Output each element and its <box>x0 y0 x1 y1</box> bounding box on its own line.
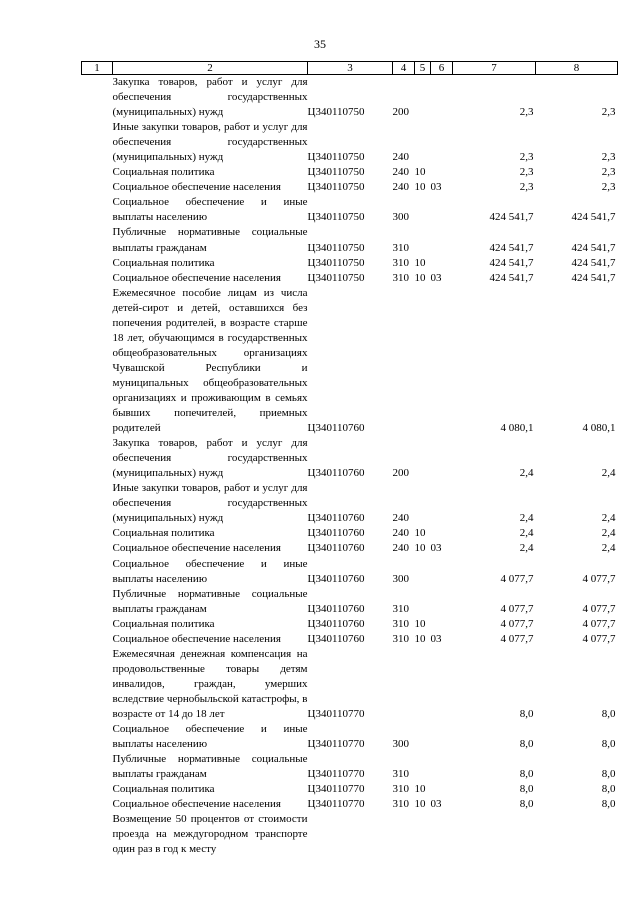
cell-amount-2: 8,0 <box>601 768 616 781</box>
budget-table <box>81 61 618 857</box>
cell-section: 10 <box>414 617 426 630</box>
table-row <box>82 256 618 271</box>
cell-blank <box>82 120 113 165</box>
cell-target-code: Ц340110760 <box>307 422 365 435</box>
table-row <box>82 632 618 647</box>
column-header: 6 <box>431 62 453 75</box>
table-row <box>82 722 618 752</box>
cell-blank <box>82 782 113 797</box>
cell-subsection: 03 <box>430 798 442 811</box>
column-header: 3 <box>308 62 393 75</box>
cell-subsection <box>431 75 453 121</box>
cell-blank <box>82 165 113 180</box>
cell-amount-1: 8,0 <box>519 798 534 811</box>
cell-blank <box>82 286 113 436</box>
cell-expense-type: 200 <box>392 106 409 119</box>
cell-item-name: Социальная политика <box>112 783 215 796</box>
cell-subsection <box>431 617 453 632</box>
header-row <box>82 62 618 75</box>
cell-subsection <box>431 436 453 481</box>
table-row <box>82 75 618 121</box>
cell-blank <box>82 587 113 617</box>
cell-blank <box>82 752 113 782</box>
cell-item-name: Социальное обеспечение и иные выплаты населению <box>112 723 308 751</box>
cell-subsection <box>431 165 453 180</box>
cell-target-code: Ц340110750 <box>307 166 365 179</box>
table-row <box>82 812 618 857</box>
cell-item-name: Возмещение 50 процентов от стоимости проезда на междугородном транспорте один раз в год к месту <box>112 813 308 856</box>
cell-section <box>415 286 431 436</box>
cell-target-code: Ц340110750 <box>307 211 365 224</box>
cell-subsection <box>431 812 453 857</box>
cell-target-code: Ц340110750 <box>307 271 365 284</box>
cell-item-name: Социальное обеспечение населения <box>112 271 281 284</box>
cell-amount-2: 8,0 <box>601 798 616 811</box>
column-header: 8 <box>536 62 618 75</box>
cell-amount-1: 2,4 <box>519 542 534 555</box>
cell-section <box>415 195 431 225</box>
table-row <box>82 120 618 165</box>
table-row <box>82 165 618 180</box>
cell-subsection <box>431 286 453 436</box>
cell-blank <box>82 722 113 752</box>
cell-expense-type: 240 <box>392 166 409 179</box>
cell-amount-2: 2,3 <box>601 106 616 119</box>
cell-item-name: Социальная политика <box>112 617 215 630</box>
cell-expense-type: 300 <box>392 738 409 751</box>
page-number: 35 <box>314 37 326 51</box>
cell-amount-2: 4 080,1 <box>582 422 616 435</box>
cell-item-name: Ежемесячное пособие лицам из числа детей-сирот и детей, оставшихся без попечения родителей, в возрасте старше 18 лет, обучающимся в государственных общеобразовательных организациях Чувашской Республики и муниципальных общеобразовательных организациях и проживающим в семьях бывших попечителей, приемных родителей <box>112 286 308 435</box>
cell-blank <box>82 557 113 587</box>
cell-amount-1: 424 541,7 <box>489 271 534 284</box>
cell-section: 10 <box>414 542 426 555</box>
cell-expense-type: 310 <box>392 602 409 615</box>
table-body <box>82 75 618 858</box>
cell-expense-type: 310 <box>392 241 409 254</box>
cell-amount-1: 2,4 <box>519 467 534 480</box>
cell-subsection <box>431 752 453 782</box>
cell-amount-2: 4 077,7 <box>582 632 616 645</box>
cell-item-name: Социальное обеспечение населения <box>112 181 281 194</box>
cell-blank <box>82 617 113 632</box>
cell-amount-1: 4 080,1 <box>500 422 534 435</box>
cell-target-code: Ц340110770 <box>307 707 365 720</box>
cell-blank <box>82 797 113 812</box>
cell-amount-2: 4 077,7 <box>582 617 616 630</box>
cell-subsection <box>431 526 453 541</box>
cell-blank <box>82 75 113 121</box>
cell-amount-2: 4 077,7 <box>582 602 616 615</box>
cell-expense-type: 240 <box>392 512 409 525</box>
cell-target-code: Ц340110770 <box>307 798 365 811</box>
cell-target-code: Ц340110760 <box>307 602 365 615</box>
table-row <box>82 436 618 481</box>
cell-target-code: Ц340110760 <box>307 632 365 645</box>
cell-target-code: Ц340110760 <box>307 527 365 540</box>
cell-amount-1: 2,4 <box>519 527 534 540</box>
cell-target-code: Ц340110750 <box>307 181 365 194</box>
table-row <box>82 225 618 255</box>
cell-subsection <box>431 120 453 165</box>
cell-blank <box>82 436 113 481</box>
cell-amount-2: 2,4 <box>601 542 616 555</box>
cell-amount-2: 424 541,7 <box>571 271 616 284</box>
cell-amount-2: 2,4 <box>601 527 616 540</box>
cell-blank <box>82 256 113 271</box>
cell-target-code <box>308 812 393 857</box>
cell-expense-type: 240 <box>392 527 409 540</box>
cell-expense-type <box>393 286 415 436</box>
cell-expense-type: 240 <box>392 151 409 164</box>
cell-expense-type: 310 <box>392 256 409 269</box>
cell-amount-1: 2,3 <box>519 166 534 179</box>
cell-section <box>415 812 431 857</box>
cell-amount-1: 4 077,7 <box>500 617 534 630</box>
cell-target-code: Ц340110750 <box>307 151 365 164</box>
table-header <box>82 62 618 75</box>
column-header: 5 <box>415 62 431 75</box>
cell-target-code: Ц340110760 <box>307 572 365 585</box>
cell-amount-2: 424 541,7 <box>571 241 616 254</box>
cell-amount-1: 2,3 <box>519 181 534 194</box>
cell-expense-type: 240 <box>392 181 409 194</box>
cell-expense-type <box>393 647 415 722</box>
cell-target-code: Ц340110750 <box>307 241 365 254</box>
table-row <box>82 180 618 195</box>
cell-section <box>415 587 431 617</box>
cell-blank <box>82 481 113 526</box>
table-row <box>82 752 618 782</box>
cell-amount-1: 424 541,7 <box>489 256 534 269</box>
cell-target-code: Ц340110750 <box>307 256 365 269</box>
cell-amount-2: 8,0 <box>601 783 616 796</box>
cell-expense-type: 200 <box>392 467 409 480</box>
cell-item-name: Закупка товаров, работ и услуг для обеспечения государственных (муниципальных) нужд <box>112 437 308 480</box>
table-row <box>82 195 618 225</box>
cell-amount-1: 8,0 <box>519 738 534 751</box>
cell-item-name: Публичные нормативные социальные выплаты гражданам <box>112 226 308 254</box>
cell-item-name: Иные закупки товаров, работ и услуг для обеспечения государственных (муниципальных) нужд <box>112 121 308 164</box>
cell-amount-1: 2,4 <box>519 512 534 525</box>
cell-section <box>415 481 431 526</box>
cell-amount-1: 2,3 <box>519 106 534 119</box>
cell-subsection: 03 <box>430 632 442 645</box>
cell-item-name: Социальное обеспечение населения <box>112 798 281 811</box>
cell-amount-2: 2,3 <box>601 151 616 164</box>
cell-target-code: Ц340110760 <box>307 617 365 630</box>
cell-subsection: 03 <box>430 271 442 284</box>
cell-item-name: Иные закупки товаров, работ и услуг для обеспечения государственных (муниципальных) нужд <box>112 482 308 525</box>
cell-section <box>415 722 431 752</box>
cell-subsection <box>431 587 453 617</box>
cell-blank <box>82 647 113 722</box>
cell-subsection <box>431 225 453 255</box>
cell-amount-1: 4 077,7 <box>500 632 534 645</box>
cell-section <box>415 647 431 722</box>
cell-subsection <box>431 481 453 526</box>
cell-amount-2 <box>536 812 618 857</box>
cell-expense-type <box>393 812 415 857</box>
table-row <box>82 782 618 797</box>
cell-expense-type: 300 <box>392 572 409 585</box>
cell-blank <box>82 271 113 286</box>
cell-expense-type: 310 <box>392 632 409 645</box>
table-row <box>82 481 618 526</box>
cell-subsection: 03 <box>430 542 442 555</box>
cell-section: 10 <box>414 166 426 179</box>
column-header: 1 <box>82 62 113 75</box>
table-row <box>82 557 618 587</box>
cell-amount-1: 4 077,7 <box>500 602 534 615</box>
cell-section <box>415 120 431 165</box>
cell-section: 10 <box>414 527 426 540</box>
column-header: 4 <box>393 62 415 75</box>
column-header: 2 <box>113 62 308 75</box>
cell-amount-1: 8,0 <box>519 768 534 781</box>
cell-section <box>415 75 431 121</box>
cell-item-name: Социальное обеспечение и иные выплаты населению <box>112 196 308 224</box>
cell-item-name: Социальная политика <box>112 527 215 540</box>
cell-expense-type: 310 <box>392 768 409 781</box>
cell-amount-2: 2,3 <box>601 181 616 194</box>
table-row <box>82 271 618 286</box>
cell-subsection: 03 <box>430 181 442 194</box>
cell-item-name: Публичные нормативные социальные выплаты гражданам <box>112 587 308 615</box>
cell-blank <box>82 195 113 225</box>
cell-amount-2: 2,4 <box>601 512 616 525</box>
cell-section <box>415 557 431 587</box>
cell-amount-1: 4 077,7 <box>500 572 534 585</box>
cell-blank <box>82 812 113 857</box>
cell-amount-2: 2,4 <box>601 467 616 480</box>
cell-item-name: Публичные нормативные социальные выплаты гражданам <box>112 753 308 781</box>
cell-section: 10 <box>414 783 426 796</box>
cell-item-name: Социальное обеспечение и иные выплаты населению <box>112 557 308 585</box>
cell-blank <box>82 526 113 541</box>
cell-section <box>415 225 431 255</box>
cell-section <box>415 436 431 481</box>
cell-amount-1: 424 541,7 <box>489 211 534 224</box>
cell-item-name: Закупка товаров, работ и услуг для обеспечения государственных (муниципальных) нужд <box>112 76 308 119</box>
cell-expense-type: 310 <box>392 783 409 796</box>
cell-subsection <box>431 782 453 797</box>
cell-expense-type: 310 <box>392 798 409 811</box>
cell-item-name: Социальное обеспечение населения <box>112 632 281 645</box>
cell-item-name: Ежемесячная денежная компенсация на продовольственные товары детям инвалидов, граждан, умерших вследствие чернобыльской катастрофы, в возрасте от 14 до 18 лет <box>112 647 308 720</box>
cell-amount-2: 8,0 <box>601 738 616 751</box>
table-row <box>82 647 618 722</box>
cell-section: 10 <box>414 271 426 284</box>
cell-section: 10 <box>414 256 426 269</box>
cell-expense-type: 310 <box>392 271 409 284</box>
cell-target-code: Ц340110770 <box>307 783 365 796</box>
cell-target-code: Ц340110760 <box>307 512 365 525</box>
cell-subsection <box>431 647 453 722</box>
cell-section: 10 <box>414 632 426 645</box>
cell-item-name: Социальная политика <box>112 256 215 269</box>
cell-item-name: Социальная политика <box>112 166 215 179</box>
table-row <box>82 797 618 812</box>
cell-target-code: Ц340110770 <box>307 768 365 781</box>
table-row <box>82 587 618 617</box>
cell-amount-2: 424 541,7 <box>571 211 616 224</box>
cell-amount-1: 424 541,7 <box>489 241 534 254</box>
cell-subsection <box>431 722 453 752</box>
cell-amount-2: 8,0 <box>601 707 616 720</box>
cell-amount-2: 2,3 <box>601 166 616 179</box>
cell-target-code: Ц340110750 <box>307 106 365 119</box>
cell-amount-1: 8,0 <box>519 707 534 720</box>
cell-target-code: Ц340110770 <box>307 738 365 751</box>
cell-target-code: Ц340110760 <box>307 542 365 555</box>
cell-section: 10 <box>414 181 426 194</box>
table-row <box>82 286 618 436</box>
cell-blank <box>82 225 113 255</box>
cell-item-name: Социальное обеспечение населения <box>112 542 281 555</box>
cell-blank <box>82 180 113 195</box>
column-header: 7 <box>453 62 536 75</box>
cell-expense-type: 310 <box>392 617 409 630</box>
cell-expense-type: 300 <box>392 211 409 224</box>
cell-expense-type: 240 <box>392 542 409 555</box>
cell-amount-1: 8,0 <box>519 783 534 796</box>
table-row <box>82 526 618 541</box>
cell-target-code: Ц340110760 <box>307 467 365 480</box>
cell-blank <box>82 632 113 647</box>
table-row <box>82 541 618 556</box>
cell-subsection <box>431 195 453 225</box>
table-row <box>82 617 618 632</box>
cell-section <box>415 752 431 782</box>
cell-amount-1: 2,3 <box>519 151 534 164</box>
cell-amount-2: 4 077,7 <box>582 572 616 585</box>
cell-subsection <box>431 256 453 271</box>
cell-subsection <box>431 557 453 587</box>
cell-amount-1 <box>453 812 536 857</box>
cell-section: 10 <box>414 798 426 811</box>
cell-amount-2: 424 541,7 <box>571 256 616 269</box>
cell-blank <box>82 541 113 556</box>
